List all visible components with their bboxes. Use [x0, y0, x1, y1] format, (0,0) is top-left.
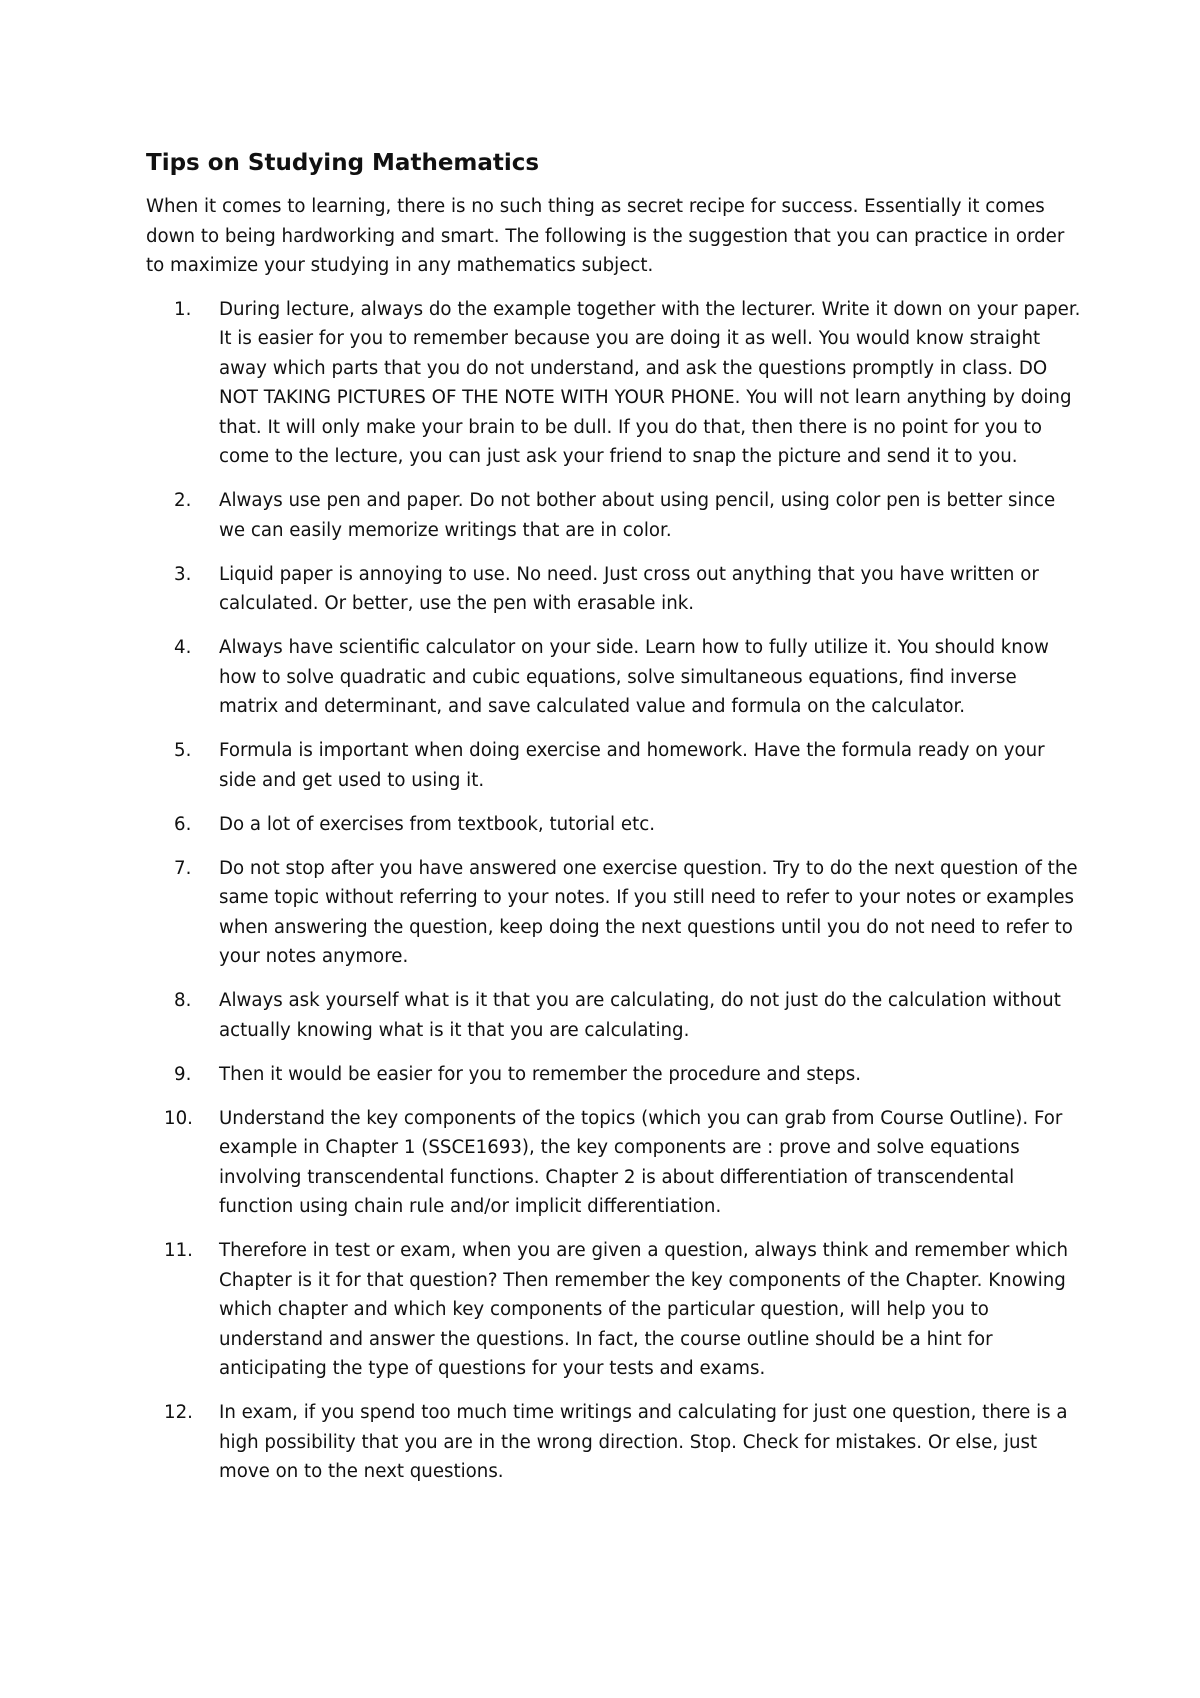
list-item-number: 5.: [174, 740, 192, 761]
intro-paragraph: When it comes to learning, there is no such thing as secret recipe for success. Essentially it comes down to being hardworking and smart. The following is the suggestion that you can practice in order to maximize your studying in any mathematics subject.: [146, 196, 1065, 276]
list-item-text: Understand the key components of the topics (which you can grab from Course Outline). For example in Chapter 1 (SSCE1693), the key components are : prove and solve equations involving transcendental functions. Chapter 2 is about differentiation of transcendental function using chain rule and/or implicit differentiation.: [219, 1107, 1063, 1217]
list-item-number: 10.: [164, 1107, 193, 1129]
list-item-text: Do a lot of exercises from textbook, tutorial etc.: [219, 813, 655, 835]
list-item-number: 12.: [164, 1402, 193, 1423]
list-item: [146, 810, 1081, 840]
list-item-text: During lecture, always do the example together with the lecturer. Write it down on your paper. It is easier for you to remember because you are doing it as well. You would know straight away which parts that you do not understand, and ask the questions promptly in class. DO NOT TAKING PICTURES OF THE NOTE WITH YOUR PHONE. You will not learn anything by doing that. It will only make your brain to be dull. If you do that, then there is no point for you to come to the lecture, you can just ask your friend to snap the picture and send it to you.: [219, 298, 1081, 467]
list-item-number: 6.: [174, 813, 192, 835]
list-item: [146, 1104, 1081, 1222]
list-item: [146, 854, 1081, 972]
list-item-text: Do not stop after you have answered one exercise question. Try to do the next question of the same topic without referring to your notes. If you still need to refer to your notes or examples when answering the question, keep doing the next questions until you do not need to refer to your notes anymore.: [219, 857, 1078, 967]
list-item-text: Always ask yourself what is it that you are calculating, do not just do the calculation without actually knowing what is it that you are calculating.: [219, 990, 1061, 1041]
list-item: [146, 1236, 1081, 1384]
list-item: [146, 486, 1081, 545]
list-item-text: Then it would be easier for you to remember the procedure and steps.: [219, 1063, 862, 1085]
list-item-text: Always have scientific calculator on your side. Learn how to fully utilize it. You should know how to solve quadratic and cubic equations, solve simultaneous equations, find inverse matrix and determinant, and save calculated value and formula on the calculator.: [219, 637, 1049, 717]
list-item: [146, 1060, 1081, 1090]
list-item-number: 3.: [174, 563, 192, 585]
list-item: [146, 986, 1081, 1045]
list-item: [146, 295, 1081, 472]
list-item-text: Therefore in test or exam, when you are given a question, always think and remember which Chapter is it for that question? Then remember the key components of the Chapter. Knowing which chapter and which key components of the particular question, will help you to understand and answer the questions. In fact, the course outline should be a hint for anticipating the type of questions for your tests and exams.: [219, 1240, 1069, 1379]
list-item-number: 4.: [174, 637, 192, 658]
tips-list: [146, 295, 1081, 1487]
list-item: [146, 560, 1081, 619]
list-item-text: Always use pen and paper. Do not bother about using pencil, using color pen is better since we can easily memorize writings that are in color.: [219, 490, 1056, 541]
list-item: [146, 1398, 1081, 1487]
list-item-text: In exam, if you spend too much time writings and calculating for just one question, there is a high possibility that you are in the wrong direction. Stop. Check for mistakes. Or else, just move on to the next questions.: [219, 1402, 1068, 1482]
list-item-text: Liquid paper is annoying to use. No need. Just cross out anything that you have written or calculated. Or better, use the pen with erasable ink.: [219, 563, 1039, 614]
list-item-number: 7.: [174, 857, 192, 879]
list-item-number: 8.: [174, 990, 192, 1011]
list-item-number: 1.: [174, 298, 192, 320]
list-item-number: 9.: [174, 1063, 192, 1085]
list-item-number: 2.: [174, 490, 192, 511]
list-item-number: 11.: [164, 1240, 193, 1261]
list-item-text: Formula is important when doing exercise and homework. Have the formula ready on your side and get used to using it.: [219, 740, 1045, 791]
document-content: [146, 148, 1081, 1501]
list-item: [146, 633, 1081, 722]
list-item: [146, 736, 1081, 795]
page-title: Tips on Studying Mathematics: [146, 150, 540, 176]
